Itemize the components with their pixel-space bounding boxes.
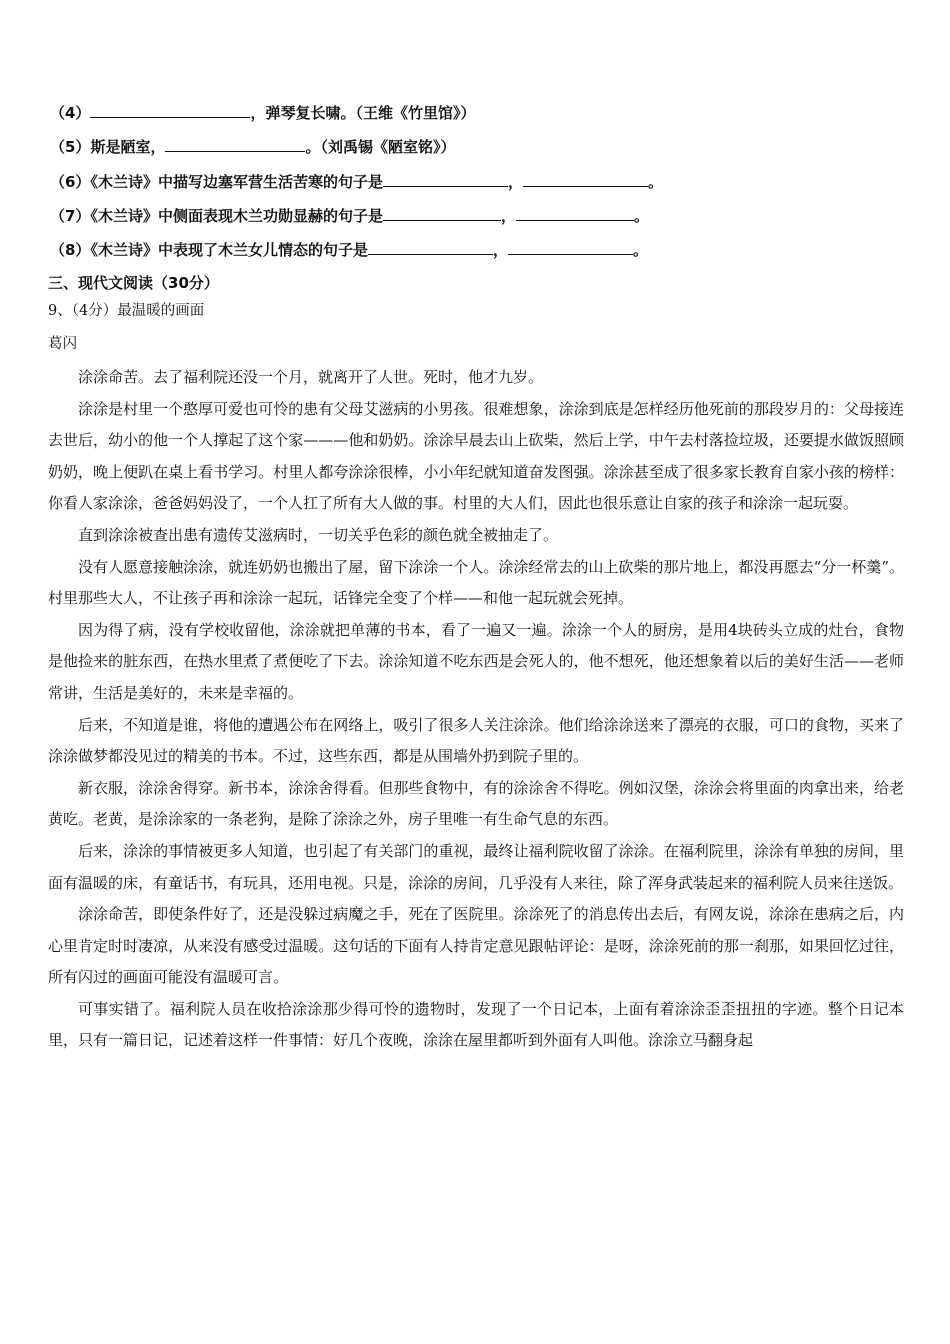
answer-blank[interactable] — [508, 239, 633, 255]
paragraph: 因为得了病，没有学校收留他，涂涂就把单薄的书本，看了一遍又一遍。涂涂一个人的厨房，是用4块砖头立成的灶台，食物是他捡来的脏东西，在热水里煮了煮便吃了下去。涂涂知道不吃东西是会死人的，他不想死，他还想象着以后的美好生活——老师常讲，生活是美好的，未来是幸福的。 — [48, 620, 904, 702]
section-heading: 三、现代文阅读（30分） — [48, 274, 219, 292]
question-number: （7） — [50, 207, 91, 225]
answer-blank[interactable] — [523, 171, 648, 187]
paragraph: 没有人愿意接触涂涂，就连奶奶也搬出了屋，留下涂涂一个人。涂涂经常去的山上砍柴的那片地上，都没再愿去“分一杯羹”。村里那些大人，不让孩子再和涂涂一起玩，话锋完全变了个样——和他一起玩就会死掉。 — [48, 557, 904, 608]
paragraph: 新衣服，涂涂舍得穿。新书本，涂涂舍得看。但那些食物中，有的涂涂舍不得吃。例如汉堡，涂涂会将里面的肉拿出来，给老黄吃。老黄，是涂涂家的一条老狗，是除了涂涂之外，房子里唯一有生命气息的东西。 — [48, 778, 904, 829]
question-text: 《木兰诗》中表现了木兰女儿情态的句子是 — [90, 241, 368, 259]
question-text: 。（刘禹锡《陋室铭》） — [305, 138, 456, 156]
question-number: （6） — [50, 173, 91, 191]
question-7 — [50, 205, 649, 226]
article-body — [48, 362, 904, 1057]
question-punct: ， — [492, 241, 508, 259]
question-text: 《木兰诗》中描写边塞军营生活苦寒的句子是 — [90, 173, 383, 191]
paragraph: 直到涂涂被查出患有遗传艾滋病时，一切关乎色彩的颜色就全被抽走了。 — [78, 525, 559, 544]
question-punct: 。 — [647, 173, 663, 191]
question-punct: ， — [507, 173, 523, 191]
question-punct: ， — [500, 207, 516, 225]
question-punct: 。 — [633, 207, 649, 225]
answer-blank[interactable] — [516, 205, 634, 221]
question-4 — [50, 102, 475, 123]
question-number: （5） — [50, 138, 91, 156]
question-text: 斯是陋室， — [90, 138, 166, 156]
question-text: ，弹琴复长啸。（王维《竹里馆》） — [250, 104, 476, 122]
question-8 — [50, 239, 648, 260]
paragraph: 涂涂是村里一个憨厚可爱也可怜的患有父母艾滋病的小男孩。很难想象，涂涂到底是怎样经历他死前的那段岁月的：父母接连去世后，幼小的他一个人撑起了这个家———他和奶奶。涂涂早晨去山上砍柴，然后上学，中午去村落捡垃圾，还要提水做饭照顾奶奶，晚上便趴在桌上看书学习。村里人都夸涂涂很棒，小小年纪就知道奋发图强。涂涂甚至成了很多家长教育自家小孩的榜样：你看人家涂涂，爸爸妈妈没了，一个人扛了所有大人做的事。村里的大人们，因此也很乐意让自家的孩子和涂涂一起玩耍。 — [48, 399, 904, 513]
answer-blank[interactable] — [383, 205, 501, 221]
answer-blank[interactable] — [368, 239, 493, 255]
paragraph: 后来，不知道是谁，将他的遭遇公布在网络上，吸引了很多人关注涂涂。他们给涂涂送来了漂亮的衣服，可口的食物，买来了涂涂做梦都没见过的精美的书本。不过，这些东西，都是从围墙外扔到院子里的。 — [48, 715, 904, 766]
question-number: （8） — [50, 241, 91, 259]
paragraph: 涂涂命苦，即使条件好了，还是没躲过病魔之手，死在了医院里。涂涂死了的消息传出去后，有网友说，涂涂在患病之后，内心里肯定时时凄凉，从来没有感受过温暖。这句话的下面有人持肯定意见跟帖评论：是呀，涂涂死前的那一刹那，如果回忆过往，所有闪过的画面可能没有温暖可言。 — [48, 905, 904, 987]
article-header: 9、（4分）最温暖的画面 — [48, 303, 205, 319]
paragraph: 可事实错了。福利院人员在收拾涂涂那少得可怜的遗物时，发现了一个日记本，上面有着涂涂歪歪扭扭的字迹。整个日记本里，只有一篇日记，记述着这样一件事情：好几个夜晚，涂涂在屋里都听到外面有人叫他。涂涂立马翻身起 — [48, 999, 904, 1050]
answer-blank[interactable] — [165, 136, 305, 152]
question-text: 《木兰诗》中侧面表现木兰功勋显赫的句子是 — [90, 207, 383, 225]
answer-blank[interactable] — [90, 102, 250, 118]
question-punct: 。 — [632, 241, 648, 259]
article-author: 葛闪 — [48, 336, 77, 352]
answer-blank[interactable] — [383, 171, 508, 187]
paragraph: 涂涂命苦。去了福利院还没一个月，就离开了人世。死时，他才九岁。 — [78, 368, 544, 386]
question-6 — [50, 171, 663, 192]
question-5 — [50, 136, 455, 157]
question-number: （4） — [50, 104, 91, 122]
paragraph: 后来，涂涂的事情被更多人知道，也引起了有关部门的重视，最终让福利院收留了涂涂。在福利院里，涂涂有单独的房间，里面有温暖的床，有童话书，有玩具，还用电视。只是，涂涂的房间，几乎没有人来往，除了浑身武装起来的福利院人员来往送饭。 — [48, 841, 904, 892]
